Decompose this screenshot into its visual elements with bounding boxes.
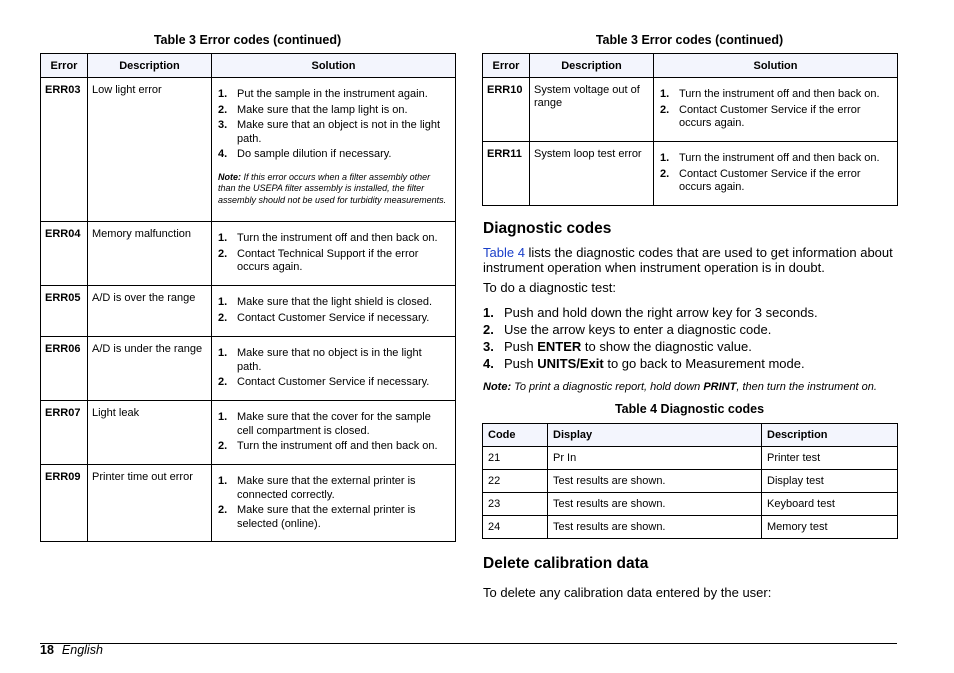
error-code: ERR03 <box>41 78 88 222</box>
list-item: 3. Push ENTER to show the diagnostic value. <box>483 339 752 354</box>
table-row <box>41 465 456 542</box>
table-row <box>483 447 898 470</box>
error-solution <box>212 337 456 401</box>
list-item: 1. Make sure that the external printer is connected correctly. <box>218 475 416 501</box>
procedure-steps <box>483 304 897 372</box>
table-header-row <box>483 424 898 447</box>
error-description: Low light error <box>88 78 212 222</box>
list-item: 1. Put the sample in the instrument again. <box>218 88 428 100</box>
error-code: ERR07 <box>41 401 88 465</box>
list-item: 1. Turn the instrument off and then back on. <box>660 88 880 100</box>
page-number: 18 <box>40 643 54 657</box>
table-row <box>41 222 456 286</box>
footer-language: English <box>61 643 103 657</box>
error-codes-table <box>482 53 898 206</box>
list-item: 1. Turn the instrument off and then back on. <box>660 152 880 164</box>
section-heading: Diagnostic codes <box>483 220 612 237</box>
list-item: 2. Contact Customer Service if necessary. <box>218 376 430 388</box>
error-code: ERR09 <box>41 465 88 542</box>
table-header-row <box>41 54 456 78</box>
list-item: 2. Contact Technical Support if the error occurs again. <box>218 247 419 273</box>
list-item: 1. Make sure that no object is in the light path. <box>218 347 422 373</box>
column-header: Solution <box>654 54 898 78</box>
list-item: 1. Push and hold down the right arrow key for 3 seconds. <box>483 305 818 320</box>
table-row <box>483 78 898 142</box>
list-item: 4. Push UNITS/Exit to go back to Measurement mode. <box>483 356 805 371</box>
footer-rule <box>40 643 897 644</box>
table-row <box>41 78 456 222</box>
error-code: ERR06 <box>41 337 88 401</box>
error-solution <box>212 78 456 222</box>
table-cell: Keyboard test <box>762 493 898 516</box>
list-item: 1. Make sure that the light shield is closed. <box>218 296 433 308</box>
table-row <box>41 337 456 401</box>
error-solution <box>212 401 456 465</box>
column-header: Display <box>548 424 762 447</box>
delete-intro: To delete any calibration data entered by the user: <box>483 585 772 600</box>
error-description: System loop test error <box>530 142 654 206</box>
error-code: ERR05 <box>41 286 88 337</box>
table-4-link[interactable]: Table 4 <box>483 245 525 260</box>
column-header: Description <box>88 54 212 78</box>
table-cell: 24 <box>483 516 548 539</box>
list-item: 2. Turn the instrument off and then back on. <box>218 440 438 452</box>
error-code: ERR04 <box>41 222 88 286</box>
error-codes-table <box>40 53 456 542</box>
table-caption: Table 3 Error codes (continued) <box>153 33 342 47</box>
table-caption: Table 3 Error codes (continued) <box>595 33 784 47</box>
table-cell: Printer test <box>762 447 898 470</box>
list-item: 2. Contact Customer Service if necessary. <box>218 311 430 324</box>
list-item: 2. Contact Customer Service if the error occurs again. <box>660 167 861 193</box>
list-item: 1. Turn the instrument off and then back on. <box>218 232 438 244</box>
error-code: ERR11 <box>483 142 530 206</box>
table-row <box>483 493 898 516</box>
error-solution <box>212 222 456 286</box>
error-solution <box>212 465 456 542</box>
section-heading: Delete calibration data <box>483 555 649 572</box>
column-header: Error <box>41 54 88 78</box>
list-item: 2. Make sure that the lamp light is on. <box>218 103 408 116</box>
print-note: Note: To print a diagnostic report, hold down PRINT, then turn the instrument on. <box>483 381 877 393</box>
error-description: A/D is over the range <box>88 286 212 337</box>
list-item: 3. Make sure that an object is not in the light path. <box>218 119 441 145</box>
error-solution <box>212 286 456 337</box>
table-cell: 21 <box>483 447 548 470</box>
table-cell: Pr In <box>548 447 762 470</box>
table-row <box>483 516 898 539</box>
table-row <box>41 401 456 465</box>
error-description: System voltage out of range <box>530 78 654 142</box>
table-row <box>483 142 898 206</box>
intro-paragraph: Table 4 lists the diagnostic codes that are used to get information about instrument operation when instrument operation is in doubt. <box>483 245 893 275</box>
table-cell: 22 <box>483 470 548 493</box>
list-item: 2. Contact Customer Service if the error occurs again. <box>660 103 861 129</box>
table-cell: 23 <box>483 493 548 516</box>
error-description: A/D is under the range <box>88 337 212 401</box>
table-cell: Test results are shown. <box>548 470 762 493</box>
column-header: Solution <box>212 54 456 78</box>
column-header: Description <box>530 54 654 78</box>
column-header: Description <box>762 424 898 447</box>
table-cell: Memory test <box>762 516 898 539</box>
list-item: 2. Make sure that the external printer is selected (online). <box>218 504 416 530</box>
table-row <box>41 286 456 337</box>
column-header: Code <box>483 424 548 447</box>
error-description: Printer time out error <box>88 465 212 542</box>
table-cell: Test results are shown. <box>548 493 762 516</box>
list-item: 4. Do sample dilution if necessary. <box>218 148 392 160</box>
error-description: Memory malfunction <box>88 222 212 286</box>
list-item: 1. Make sure that the cover for the sample cell compartment is closed. <box>218 411 431 437</box>
diagnostic-codes-table <box>482 423 898 539</box>
error-solution <box>654 78 898 142</box>
error-code: ERR10 <box>483 78 530 142</box>
table-cell: Test results are shown. <box>548 516 762 539</box>
column-header: Error <box>483 54 530 78</box>
list-item: 2. Use the arrow keys to enter a diagnostic code. <box>483 322 772 337</box>
table-row <box>483 470 898 493</box>
table-caption: Table 4 Diagnostic codes <box>614 402 765 416</box>
page-footer <box>40 643 103 657</box>
error-solution <box>654 142 898 206</box>
cell-note: Note: If this error occurs when a filter assembly other than the USEPA filter assembly is installed, the filter assembly should not be used for turbidity measurements. <box>218 171 447 205</box>
error-description: Light leak <box>88 401 212 465</box>
table-header-row <box>483 54 898 78</box>
procedure-intro: To do a diagnostic test: <box>483 280 616 295</box>
table-cell: Display test <box>762 470 898 493</box>
